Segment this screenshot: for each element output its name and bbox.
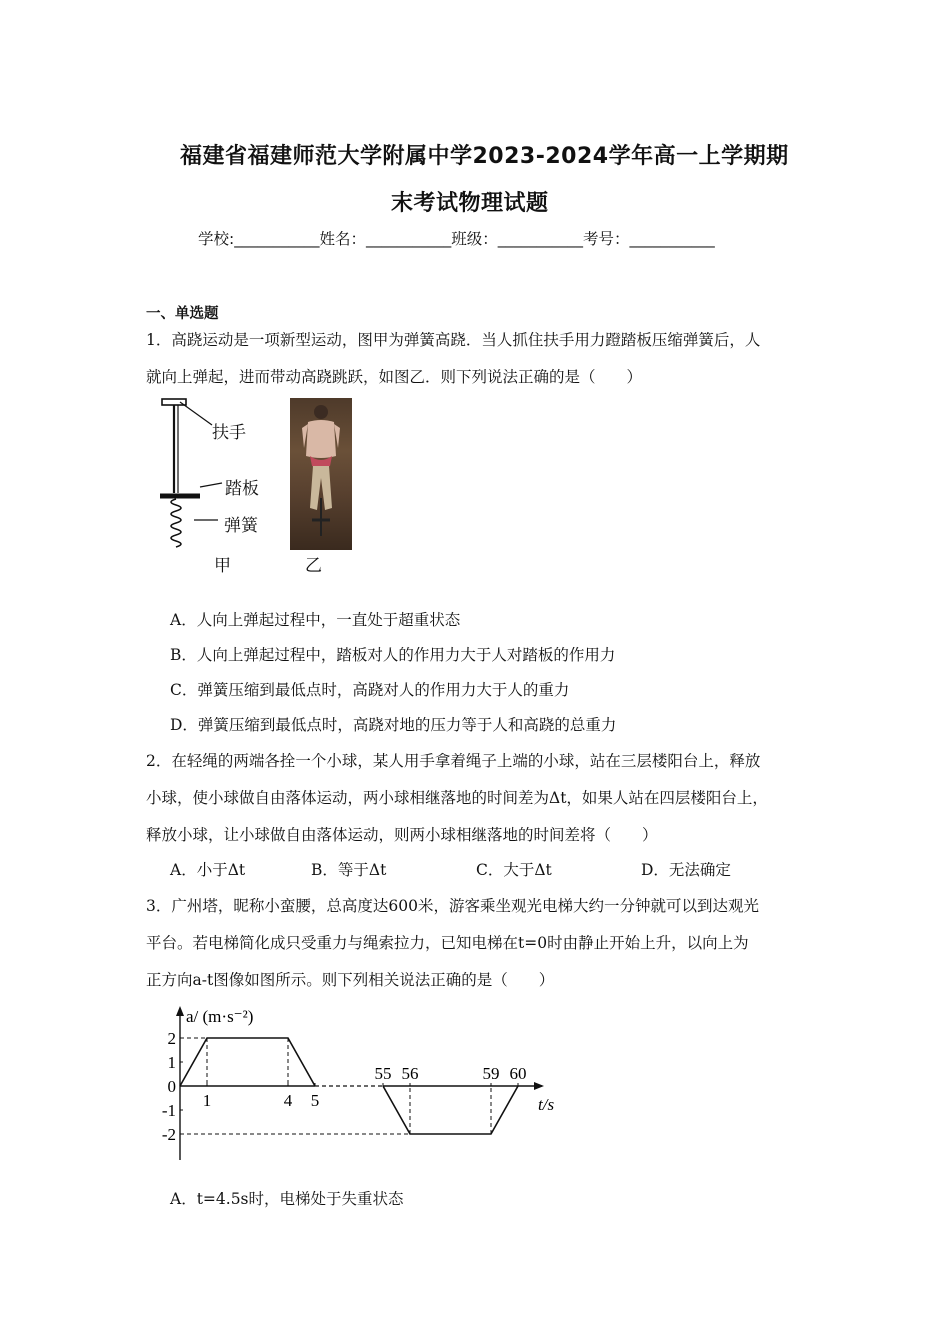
x-tick-label: 56 <box>401 1064 419 1083</box>
label-handle: 扶手 <box>212 423 246 443</box>
y-tick-label: 2 <box>167 1029 176 1048</box>
q1-option-c: C．弹簧压缩到最低点时，高跷对人的作用力大于人的重力 <box>170 681 570 699</box>
y-tick-label: 1 <box>167 1053 176 1072</box>
q1-line-1: 1．高跷运动是一项新型运动，图甲为弹簧高跷．当人抓住扶手用力蹬踏板压缩弹簧后，人 <box>146 331 761 349</box>
q2-option-c: C．大于Δt <box>476 861 552 879</box>
q3-line-1: 3．广州塔，昵称小蛮腰，总高度达600米，游客乘坐观光电梯大约一分钟就可以到达观光 <box>146 897 759 915</box>
a-t-chart <box>150 1000 570 1170</box>
label-yi: 乙 <box>305 556 322 576</box>
x-tick-label: 1 <box>202 1091 212 1110</box>
q2-line-2: 小球，使小球做自由落体运动，两小球相继落地的时间差为Δt，如果人站在四层楼阳台上， <box>146 789 768 807</box>
a-t-series-segment-2 <box>383 1086 518 1134</box>
y-axis-arrow <box>176 1006 184 1016</box>
x-tick-label: 55 <box>374 1064 392 1083</box>
label-jia: 甲 <box>214 556 231 576</box>
y-tick-label: -1 <box>161 1101 176 1120</box>
q3-line-3: 正方向a-t图像如图所示。则下列相关说法正确的是（ ） <box>146 971 555 989</box>
x-tick-label: 59 <box>482 1064 500 1083</box>
a-t-series-segment-1 <box>180 1038 315 1086</box>
x-axis-arrow <box>534 1082 544 1090</box>
y-axis-label: a/ (m·s⁻²) <box>186 1007 254 1026</box>
x-axis-label: t/s <box>538 1095 555 1114</box>
title-line-2: 末考试物理试题 <box>391 191 549 216</box>
label-spring: 弹簧 <box>224 516 258 536</box>
x-tick-label: 60 <box>509 1064 527 1083</box>
q3-option-a: A．t=4.5s时，电梯处于失重状态 <box>170 1190 404 1208</box>
x-tick-label: 5 <box>310 1091 320 1110</box>
q1-option-d: D．弹簧压缩到最低点时，高跷对地的压力等于人和高跷的总重力 <box>170 716 617 734</box>
student-info-line: 学校:___________姓名：___________班级：___________考号：___________ <box>198 230 715 248</box>
q2-option-b: B．等于Δt <box>311 861 387 879</box>
pogo-jumper-figure <box>290 398 352 550</box>
title-line-1: 福建省福建师范大学附属中学2023-2024学年高一上学期期 <box>180 144 789 169</box>
section-heading: 一、单选题 <box>146 306 219 322</box>
q2-option-a: A．小于Δt <box>170 861 246 879</box>
q3-line-2: 平台。若电梯简化成只受重力与绳索拉力，已知电梯在t=0时由静止开始上升，以向上为 <box>146 934 749 952</box>
q1-line-2: 就向上弹起，进而带动高跷跳跃，如图乙．则下列说法正确的是（ ） <box>146 368 643 386</box>
q2-option-d: D．无法确定 <box>641 861 731 879</box>
q1-option-a: A．人向上弹起过程中，一直处于超重状态 <box>170 611 461 629</box>
y-tick-label: -2 <box>161 1125 176 1144</box>
q1-option-b: B．人向上弹起过程中，踏板对人的作用力大于人对踏板的作用力 <box>170 646 616 664</box>
q2-line-3: 释放小球，让小球做自由落体运动，则两小球相继落地的时间差将（ ） <box>146 826 658 844</box>
y-tick-label: 0 <box>167 1077 176 1096</box>
q2-line-1: 2．在轻绳的两端各拴一个小球，某人用手拿着绳子上端的小球，站在三层楼阳台上，释放 <box>146 752 761 770</box>
label-pedal: 踏板 <box>225 479 259 499</box>
x-tick-label: 4 <box>283 1091 293 1110</box>
pogo-jump-photo <box>290 398 352 550</box>
